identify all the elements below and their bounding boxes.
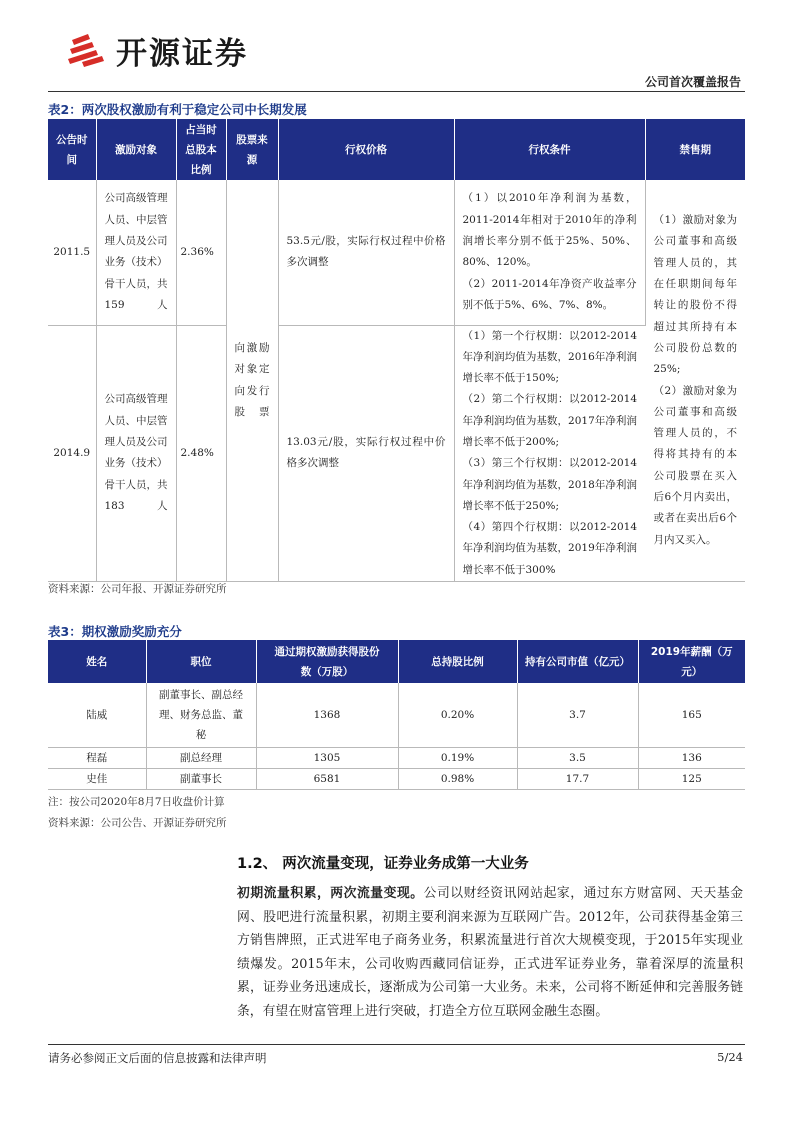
exec1-position: 副董事长、副总经理、财务总监、董秘	[146, 683, 256, 747]
row2-condition-1: （1）第一个行权期：以2012-2014年净利润均值为基数，2016年净利润增长率不低于150%;	[462, 329, 637, 385]
report-type: 公司首次覆盖报告	[644, 75, 741, 89]
exec2-salary: 136	[638, 747, 745, 768]
row2-condition-3: （3）第三个行权期：以2012-2014年净利润均值为基数，2018年净利润增长率不低于250%;	[462, 457, 637, 512]
row1-condition-1: （1）以2010年净利润为基数，2011-2014年相对于2010年的净利润增长率分别不低于25%、50%、80%、120%。	[462, 192, 637, 269]
stock-source: 向激励对象定向发行股票	[234, 341, 270, 418]
exec1-ratio: 0.20%	[398, 683, 517, 747]
table-row	[48, 683, 745, 747]
row1-date: 2011.5	[48, 180, 96, 325]
equity-incentive-table	[48, 119, 745, 582]
exec2-ratio: 0.19%	[398, 747, 517, 768]
table-row	[48, 768, 745, 789]
table-row	[48, 325, 745, 582]
section-heading: 1.2、 两次流量变现，证券业务成第一大业务	[237, 856, 529, 872]
header-ratio: 占当时总股本比例	[176, 119, 226, 180]
header-name: 姓名	[48, 640, 146, 683]
header-market-value: 持有公司市值（亿元）	[517, 640, 638, 683]
table2-source-note: 资料来源：公司年报、开源证券研究所	[48, 583, 227, 595]
lockup-rule-1: （1）激励对象为公司董事和高级管理人员的，其在任职期间每年转让的股份不得超过其所持有本公司股份总数的25%;	[653, 214, 737, 376]
row2-target: 公司高级管理人员、中层管理人员及公司业务（技术）骨干人员，共183人	[104, 393, 168, 512]
paragraph-lead: 初期流量积累，两次流量变现。	[237, 886, 424, 901]
header-target: 激励对象	[96, 119, 176, 180]
exec3-position: 副董事长	[146, 768, 256, 789]
row1-ratio: 2.36%	[176, 180, 226, 325]
table3-caption: 表3：期权激励奖励充分	[48, 624, 182, 639]
header-position: 职位	[146, 640, 256, 683]
company-logo	[68, 28, 248, 72]
row2-condition-2: （2）第二个行权期：以2012-2014年净利润均值为基数，2017年净利润增长率不低于200%;	[462, 393, 637, 448]
page-number: 5/24	[717, 1050, 743, 1064]
header-conditions: 行权条件	[454, 119, 645, 180]
paragraph-body: 公司以财经资讯网站起家，通过东方财富网、天天基金网、股吧进行流量积累，初期主要利润来源为互联网广告。2012年，公司获得基金第三方销售牌照，正式进军电子商务业务，积累流量进行首次大规模变现，于2015年实现业绩爆发。2015年末，公司收购西藏同信证券，正式进军证券业务，靠着深厚的流量积累，证券业务迅速成长，逐渐成为公司第一大业务。未来，公司将不断延伸和完善服务链条，有望在财富管理上进行突破，打造全方位互联网金融生态圈。	[237, 886, 744, 1019]
row2-ratio: 2.48%	[176, 325, 226, 582]
header-source: 股票来源	[226, 119, 278, 180]
exec1-shares: 1368	[256, 683, 398, 747]
table3-note: 注：按公司2020年8月7日收盘价计算	[48, 796, 225, 808]
header-lockup: 禁售期	[645, 119, 745, 180]
footer-divider	[48, 1044, 745, 1045]
row2-date: 2014.9	[48, 325, 96, 582]
header-announce-date: 公告时间	[48, 119, 96, 180]
row1-price: 53.5元/股，实际行权过程中价格多次调整	[286, 234, 446, 269]
logo-mark-icon	[68, 30, 106, 70]
header-salary: 2019年薪酬（万元）	[638, 640, 745, 683]
logo-text: 开源证券	[116, 35, 248, 72]
legal-disclaimer: 请务必参阅正文后面的信息披露和法律声明	[48, 1051, 267, 1065]
header-shares: 通过期权激励获得股份数（万股）	[256, 640, 398, 683]
table-row	[48, 747, 745, 768]
header-price: 行权价格	[278, 119, 454, 180]
row1-condition-2: （2）2011-2014年净资产收益率分别不低于5%、6%、7%、8%。	[462, 277, 637, 311]
exec1-market-value: 3.7	[517, 683, 638, 747]
row2-price: 13.03元/股，实际行权过程中价格多次调整	[286, 435, 446, 470]
exec1-name: 陆威	[48, 683, 146, 747]
exec1-salary: 165	[638, 683, 745, 747]
lockup-rule-2: （2）激励对象为公司董事和高级管理人员的，不得将其持有的本公司股票在买入后6个月内卖出，或者在卖出后6个月内又买入。	[653, 384, 737, 546]
header-divider	[48, 91, 745, 92]
option-reward-table	[48, 640, 745, 790]
exec2-name: 程磊	[48, 747, 146, 768]
row1-target: 公司高级管理人员、中层管理人员及公司业务（技术）骨干人员，共159人	[104, 192, 168, 311]
exec3-ratio: 0.98%	[398, 768, 517, 789]
exec3-salary: 125	[638, 768, 745, 789]
row2-condition-4: （4）第四个行权期：以2012-2014年净利润均值为基数，2019年净利润增长率不低于300%	[462, 521, 637, 576]
exec2-market-value: 3.5	[517, 747, 638, 768]
table2-caption: 表2：两次股权激励有利于稳定公司中长期发展	[48, 102, 307, 117]
header-holding-ratio: 总持股比例	[398, 640, 517, 683]
table3-source-note: 资料来源：公司公告、开源证券研究所	[48, 817, 227, 829]
section-paragraph	[237, 882, 743, 1023]
exec3-market-value: 17.7	[517, 768, 638, 789]
table-row	[48, 180, 745, 325]
exec2-position: 副总经理	[146, 747, 256, 768]
exec3-name: 史佳	[48, 768, 146, 789]
exec2-shares: 1305	[256, 747, 398, 768]
exec3-shares: 6581	[256, 768, 398, 789]
